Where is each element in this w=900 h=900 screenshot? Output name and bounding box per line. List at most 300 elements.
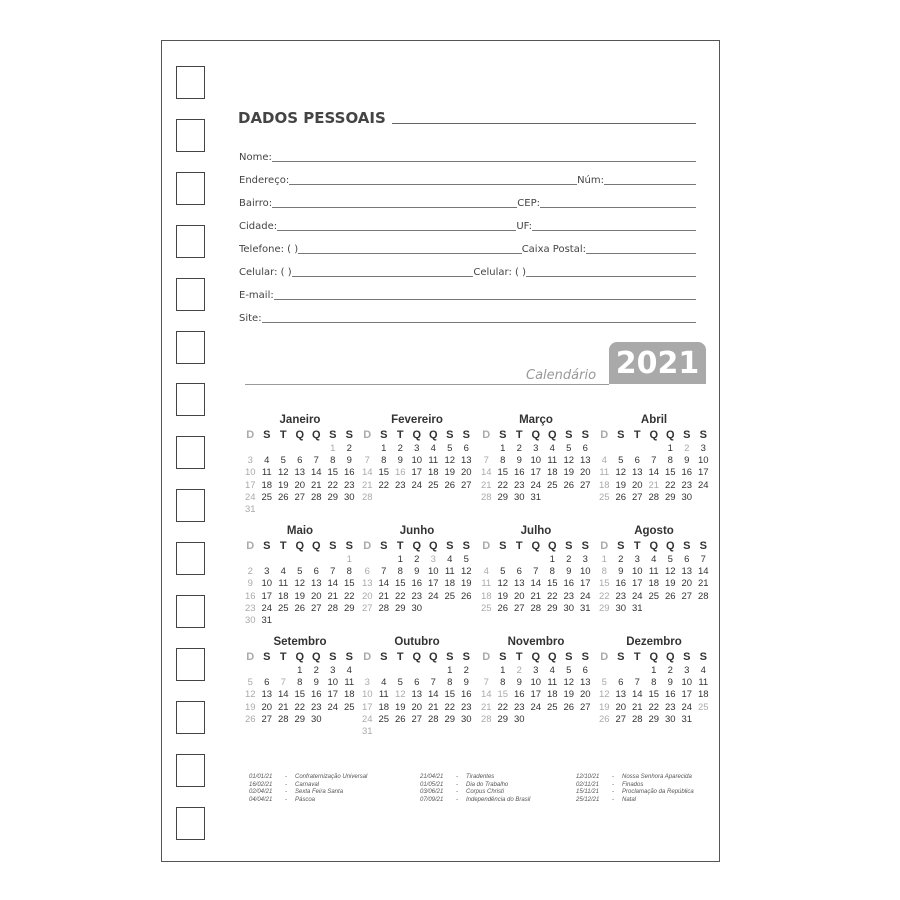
day-cell: 5 bbox=[397, 677, 403, 689]
day-cell: 17 bbox=[530, 689, 542, 701]
weekday-label: S bbox=[499, 651, 507, 663]
holiday-name: Tiradentes bbox=[466, 774, 495, 780]
day-cell: 1 bbox=[500, 665, 506, 676]
day-cell: 20 bbox=[361, 590, 373, 602]
day-cell: 4 bbox=[651, 554, 657, 565]
month-7 bbox=[596, 525, 712, 615]
day-cell: 24 bbox=[530, 479, 542, 491]
month-days-grid bbox=[478, 429, 594, 504]
month-days-grid bbox=[242, 651, 358, 726]
day-cell: 14 bbox=[530, 578, 542, 590]
holiday-column bbox=[420, 774, 530, 804]
holiday-separator: - bbox=[612, 774, 614, 780]
day-cell: 6 bbox=[582, 665, 588, 676]
holiday-item bbox=[576, 774, 694, 782]
day-cell: 22 bbox=[327, 479, 339, 491]
day-cell: 1 bbox=[397, 554, 403, 565]
zip-label: CEP: bbox=[517, 198, 540, 209]
month-4 bbox=[242, 525, 358, 627]
weekday-label: Q bbox=[428, 429, 438, 441]
day-cell: 1 bbox=[346, 554, 352, 565]
weekday-label: T bbox=[279, 651, 287, 663]
day-cell: 20 bbox=[579, 467, 591, 479]
day-cell: 12 bbox=[394, 689, 406, 701]
weekday-label: Q bbox=[531, 651, 541, 663]
day-cell: 21 bbox=[480, 479, 492, 491]
day-cell: 8 bbox=[381, 455, 387, 467]
district-field[interactable] bbox=[239, 194, 696, 210]
day-cell: 3 bbox=[330, 665, 336, 676]
weekday-label: D bbox=[363, 429, 372, 441]
day-cell: 20 bbox=[261, 701, 273, 713]
day-cell: 2 bbox=[566, 554, 572, 565]
day-cell: 1 bbox=[500, 443, 506, 454]
day-cell: 28 bbox=[697, 590, 709, 602]
holiday-date: 03/06/21 bbox=[420, 789, 444, 795]
day-cell: 9 bbox=[516, 677, 522, 689]
day-cell: 26 bbox=[563, 479, 575, 491]
phone-line[interactable] bbox=[298, 253, 522, 254]
holiday-name: Natal bbox=[622, 796, 637, 803]
day-cell: 12 bbox=[244, 689, 256, 701]
binder-hole bbox=[176, 119, 205, 152]
weekday-label: T bbox=[279, 429, 287, 441]
state-line[interactable] bbox=[532, 230, 696, 231]
holiday-date: 01/01/21 bbox=[249, 774, 273, 780]
day-cell bbox=[341, 504, 358, 516]
holiday-date: 21/04/21 bbox=[420, 774, 444, 780]
day-cell: 10 bbox=[411, 455, 423, 467]
day-cell: 3 bbox=[247, 455, 253, 467]
day-cell: 11 bbox=[444, 566, 455, 578]
day-cell: 19 bbox=[460, 578, 472, 590]
day-cell bbox=[392, 492, 409, 504]
day-cell: 16 bbox=[411, 578, 423, 590]
day-cell: 3 bbox=[533, 665, 539, 676]
day-cell: 24 bbox=[261, 602, 273, 614]
day-cell: 11 bbox=[547, 677, 558, 689]
po-box-line[interactable] bbox=[586, 253, 696, 254]
day-cell: 17 bbox=[411, 467, 423, 479]
day-cell bbox=[629, 443, 646, 455]
weekday-label: Q bbox=[531, 540, 541, 552]
month-1 bbox=[359, 414, 475, 504]
holiday-item bbox=[420, 782, 530, 790]
holiday-item bbox=[576, 782, 694, 790]
day-cell: 18 bbox=[378, 701, 390, 713]
day-cell bbox=[679, 603, 696, 615]
day-cell: 27 bbox=[681, 590, 693, 602]
address-field[interactable] bbox=[239, 171, 696, 187]
day-cell: 1 bbox=[667, 443, 673, 454]
day-cell: 15 bbox=[648, 689, 660, 701]
day-cell bbox=[613, 443, 630, 455]
day-cell: 28 bbox=[530, 602, 542, 614]
day-cell: 8 bbox=[500, 455, 506, 467]
day-cell bbox=[544, 714, 561, 726]
day-cell: 28 bbox=[631, 713, 643, 725]
day-cell bbox=[359, 665, 376, 677]
day-cell bbox=[292, 504, 309, 516]
day-cell: 11 bbox=[278, 578, 289, 590]
day-cell: 23 bbox=[681, 479, 693, 491]
day-cell: 5 bbox=[500, 566, 506, 578]
day-cell: 10 bbox=[244, 467, 256, 479]
weekday-label: T bbox=[396, 651, 404, 663]
day-cell: 27 bbox=[513, 602, 525, 614]
day-cell: 13 bbox=[513, 578, 525, 590]
day-cell: 8 bbox=[601, 566, 607, 578]
city-line[interactable] bbox=[277, 230, 516, 231]
day-cell: 14 bbox=[697, 566, 709, 578]
binder-hole bbox=[176, 225, 205, 258]
day-cell: 9 bbox=[414, 566, 420, 578]
day-cell: 2 bbox=[247, 566, 253, 578]
year-badge: 2021 bbox=[609, 342, 706, 384]
day-cell: 6 bbox=[414, 677, 420, 689]
day-cell bbox=[695, 492, 712, 504]
day-cell: 5 bbox=[618, 455, 624, 467]
day-cell: 29 bbox=[343, 602, 355, 614]
weekday-label: Q bbox=[311, 429, 321, 441]
day-cell: 26 bbox=[497, 602, 509, 614]
weekday-label: D bbox=[600, 429, 609, 441]
binder-hole bbox=[176, 172, 205, 205]
day-cell bbox=[325, 615, 342, 627]
day-cell: 14 bbox=[361, 467, 373, 479]
day-cell: 18 bbox=[444, 578, 456, 590]
day-cell: 7 bbox=[700, 554, 706, 565]
day-cell: 28 bbox=[361, 491, 373, 503]
day-cell bbox=[561, 714, 578, 726]
day-cell: 30 bbox=[513, 713, 525, 725]
day-cell bbox=[242, 665, 259, 677]
day-cell: 23 bbox=[664, 701, 676, 713]
day-cell: 11 bbox=[261, 467, 272, 479]
day-cell bbox=[259, 443, 276, 455]
holiday-column bbox=[576, 774, 694, 804]
day-cell: 14 bbox=[427, 689, 439, 701]
day-cell: 26 bbox=[444, 479, 456, 491]
day-cell: 28 bbox=[378, 602, 390, 614]
day-cell: 20 bbox=[310, 590, 322, 602]
weekday-label: S bbox=[380, 651, 388, 663]
month-5 bbox=[359, 525, 475, 615]
day-cell: 20 bbox=[631, 479, 643, 491]
day-cell: 7 bbox=[280, 677, 286, 689]
day-cell: 3 bbox=[700, 443, 706, 454]
day-cell: 19 bbox=[598, 701, 610, 713]
day-cell: 19 bbox=[664, 578, 676, 590]
day-cell bbox=[425, 492, 442, 504]
day-cell: 31 bbox=[579, 602, 591, 614]
day-cell: 27 bbox=[294, 491, 306, 503]
mobile-line-2[interactable] bbox=[526, 276, 696, 277]
holiday-date: 02/11/21 bbox=[576, 781, 599, 788]
day-cell bbox=[458, 603, 475, 615]
day-cell bbox=[511, 554, 528, 566]
city-field[interactable] bbox=[239, 217, 696, 233]
weekday-label: S bbox=[565, 651, 573, 663]
holiday-date: 07/09/21 bbox=[420, 796, 444, 803]
day-cell: 20 bbox=[579, 689, 591, 701]
day-cell: 22 bbox=[444, 701, 456, 713]
month-2 bbox=[478, 414, 594, 504]
day-cell: 6 bbox=[364, 566, 370, 578]
day-cell bbox=[528, 714, 545, 726]
phone-field[interactable] bbox=[239, 240, 696, 256]
holiday-item bbox=[420, 797, 530, 805]
weekday-label: D bbox=[246, 429, 255, 441]
month-days-grid bbox=[242, 540, 358, 627]
day-cell: 29 bbox=[394, 602, 406, 614]
day-cell: 26 bbox=[394, 713, 406, 725]
day-cell bbox=[495, 554, 512, 566]
day-cell: 31 bbox=[261, 614, 273, 626]
day-cell: 23 bbox=[563, 590, 575, 602]
holiday-date: 04/04/21 bbox=[249, 796, 273, 803]
holiday-name: Dia do Trabalho bbox=[466, 781, 509, 788]
day-cell: 4 bbox=[447, 554, 453, 565]
day-cell bbox=[376, 665, 393, 677]
holiday-name: Carnaval bbox=[295, 781, 320, 788]
day-cell: 19 bbox=[444, 467, 456, 479]
mobile-line-1[interactable] bbox=[292, 276, 474, 277]
day-cell: 14 bbox=[277, 689, 289, 701]
weekday-label: S bbox=[617, 429, 625, 441]
day-cell: 14 bbox=[327, 578, 339, 590]
email-line[interactable] bbox=[274, 299, 696, 300]
day-cell: 20 bbox=[681, 578, 693, 590]
day-cell: 9 bbox=[516, 455, 522, 467]
day-cell: 18 bbox=[343, 689, 355, 701]
month-days-grid bbox=[359, 651, 475, 738]
day-cell bbox=[308, 615, 325, 627]
day-cell: 30 bbox=[681, 491, 693, 503]
day-cell bbox=[259, 504, 276, 516]
day-cell: 24 bbox=[327, 701, 339, 713]
day-cell: 26 bbox=[460, 590, 472, 602]
holiday-item bbox=[420, 789, 530, 797]
address-line[interactable] bbox=[289, 184, 577, 185]
day-cell: 21 bbox=[427, 701, 439, 713]
weekday-label: S bbox=[683, 540, 691, 552]
day-cell: 1 bbox=[447, 665, 453, 676]
day-cell: 8 bbox=[297, 677, 303, 689]
holiday-item bbox=[249, 789, 367, 797]
day-cell: 16 bbox=[343, 467, 355, 479]
weekday-label: T bbox=[633, 540, 641, 552]
binder-hole bbox=[176, 807, 205, 840]
day-cell: 9 bbox=[247, 578, 253, 590]
month-0 bbox=[242, 414, 358, 516]
zip-line[interactable] bbox=[540, 207, 696, 208]
day-cell: 15 bbox=[343, 578, 355, 590]
weekday-label: D bbox=[482, 651, 491, 663]
holiday-name: Confraternização Universal bbox=[295, 774, 368, 780]
month-10 bbox=[478, 636, 594, 726]
weekday-label: S bbox=[446, 429, 454, 441]
day-cell: 5 bbox=[566, 443, 572, 454]
day-cell: 13 bbox=[579, 677, 591, 689]
day-cell: 29 bbox=[444, 713, 456, 725]
name-field[interactable] bbox=[239, 148, 696, 164]
day-cell: 2 bbox=[346, 443, 352, 454]
day-cell: 20 bbox=[513, 590, 525, 602]
name-line[interactable] bbox=[272, 161, 696, 162]
weekday-label: S bbox=[565, 429, 573, 441]
weekday-label: S bbox=[329, 651, 337, 663]
month-days-grid bbox=[478, 540, 594, 615]
day-cell: 25 bbox=[480, 602, 492, 614]
day-cell: 10 bbox=[530, 677, 542, 689]
day-cell: 18 bbox=[546, 689, 558, 701]
day-cell: 23 bbox=[244, 602, 256, 614]
weekday-label: Q bbox=[311, 651, 321, 663]
day-cell: 12 bbox=[444, 455, 456, 467]
day-cell: 22 bbox=[343, 590, 355, 602]
day-cell bbox=[478, 443, 495, 455]
district-line[interactable] bbox=[272, 207, 517, 208]
day-cell: 26 bbox=[615, 491, 627, 503]
day-cell: 19 bbox=[294, 590, 306, 602]
weekday-label: S bbox=[683, 429, 691, 441]
day-cell bbox=[341, 615, 358, 627]
day-cell: 17 bbox=[327, 689, 339, 701]
phone-label: Telefone: ( ) bbox=[239, 244, 299, 255]
day-cell bbox=[392, 726, 409, 738]
month-days-grid bbox=[596, 651, 712, 726]
weekday-label: S bbox=[617, 540, 625, 552]
holiday-separator: - bbox=[456, 774, 458, 780]
month-name: Outubro bbox=[394, 636, 440, 648]
day-cell: 17 bbox=[697, 467, 709, 479]
day-cell: 19 bbox=[563, 689, 575, 701]
day-cell: 11 bbox=[698, 677, 709, 689]
day-cell bbox=[613, 665, 630, 677]
day-cell: 1 bbox=[651, 665, 657, 676]
day-cell: 11 bbox=[344, 677, 355, 689]
day-cell: 1 bbox=[297, 665, 303, 676]
month-name: Maio bbox=[286, 525, 314, 537]
day-cell: 14 bbox=[480, 689, 492, 701]
day-cell: 13 bbox=[579, 455, 591, 467]
day-cell: 5 bbox=[566, 665, 572, 676]
holiday-date: 15/11/21 bbox=[576, 789, 599, 795]
holiday-separator: - bbox=[456, 781, 458, 788]
day-cell: 29 bbox=[294, 713, 306, 725]
day-cell: 20 bbox=[615, 701, 627, 713]
weekday-label: T bbox=[396, 540, 404, 552]
weekday-label: Q bbox=[531, 429, 541, 441]
day-cell: 21 bbox=[327, 590, 339, 602]
day-cell bbox=[275, 615, 292, 627]
day-cell: 4 bbox=[549, 665, 555, 676]
day-cell: 24 bbox=[361, 713, 373, 725]
day-cell: 30 bbox=[310, 713, 322, 725]
day-cell: 15 bbox=[378, 467, 390, 479]
day-cell: 17 bbox=[361, 701, 373, 713]
day-cell: 15 bbox=[497, 467, 509, 479]
day-cell bbox=[425, 665, 442, 677]
weekday-label: S bbox=[699, 540, 707, 552]
day-cell: 8 bbox=[447, 677, 453, 689]
day-cell: 26 bbox=[664, 590, 676, 602]
day-cell: 12 bbox=[615, 467, 627, 479]
weekday-label: S bbox=[345, 429, 353, 441]
title-underline bbox=[392, 123, 696, 124]
mobile-label-1: Celular: ( ) bbox=[239, 267, 292, 278]
holiday-name: Nossa Senhora Aparecida bbox=[622, 774, 692, 780]
day-cell bbox=[478, 554, 495, 566]
holiday-item bbox=[576, 789, 694, 797]
weekday-label: D bbox=[482, 540, 491, 552]
weekday-label: Q bbox=[412, 429, 422, 441]
month-days-grid bbox=[596, 540, 712, 615]
day-cell: 26 bbox=[294, 602, 306, 614]
day-cell: 2 bbox=[516, 665, 522, 676]
day-cell: 20 bbox=[411, 701, 423, 713]
month-name: Julho bbox=[520, 525, 552, 537]
day-cell: 30 bbox=[460, 713, 472, 725]
day-cell: 8 bbox=[549, 566, 555, 578]
day-cell: 9 bbox=[566, 566, 572, 578]
day-cell: 18 bbox=[546, 467, 558, 479]
weekday-label: Q bbox=[428, 651, 438, 663]
day-cell: 9 bbox=[684, 455, 690, 467]
email-field[interactable] bbox=[239, 286, 696, 302]
holiday-name: Corpus Christi bbox=[466, 789, 505, 795]
day-cell: 29 bbox=[598, 602, 610, 614]
mobile-field[interactable] bbox=[239, 263, 696, 279]
day-cell: 27 bbox=[261, 713, 273, 725]
holiday-separator: - bbox=[456, 789, 458, 795]
day-cell: 12 bbox=[460, 566, 472, 578]
site-field[interactable] bbox=[239, 309, 696, 325]
weekday-label: S bbox=[581, 540, 589, 552]
number-line[interactable] bbox=[604, 184, 696, 185]
day-cell bbox=[695, 603, 712, 615]
day-cell: 12 bbox=[277, 467, 289, 479]
mobile-label-2: Celular: ( ) bbox=[473, 267, 526, 278]
calendar-divider bbox=[245, 384, 609, 385]
day-cell: 19 bbox=[615, 479, 627, 491]
day-cell: 12 bbox=[563, 677, 575, 689]
holiday-separator: - bbox=[612, 781, 614, 788]
day-cell bbox=[392, 665, 409, 677]
day-cell: 23 bbox=[513, 479, 525, 491]
day-cell: 22 bbox=[378, 479, 390, 491]
day-cell: 15 bbox=[294, 689, 306, 701]
day-cell: 28 bbox=[480, 491, 492, 503]
weekday-label: Q bbox=[295, 429, 305, 441]
month-name: Abril bbox=[640, 414, 668, 426]
state-label: UF: bbox=[516, 221, 532, 232]
day-cell: 3 bbox=[582, 554, 588, 565]
day-cell: 19 bbox=[497, 590, 509, 602]
day-cell: 6 bbox=[516, 566, 522, 578]
day-cell: 27 bbox=[411, 713, 423, 725]
day-cell: 15 bbox=[546, 578, 558, 590]
day-cell: 25 bbox=[648, 590, 660, 602]
day-cell: 30 bbox=[563, 602, 575, 614]
day-cell: 21 bbox=[310, 479, 322, 491]
site-line[interactable] bbox=[262, 322, 696, 323]
day-cell: 3 bbox=[533, 443, 539, 454]
day-cell bbox=[242, 443, 259, 455]
day-cell: 31 bbox=[244, 503, 256, 515]
day-cell: 14 bbox=[310, 467, 322, 479]
